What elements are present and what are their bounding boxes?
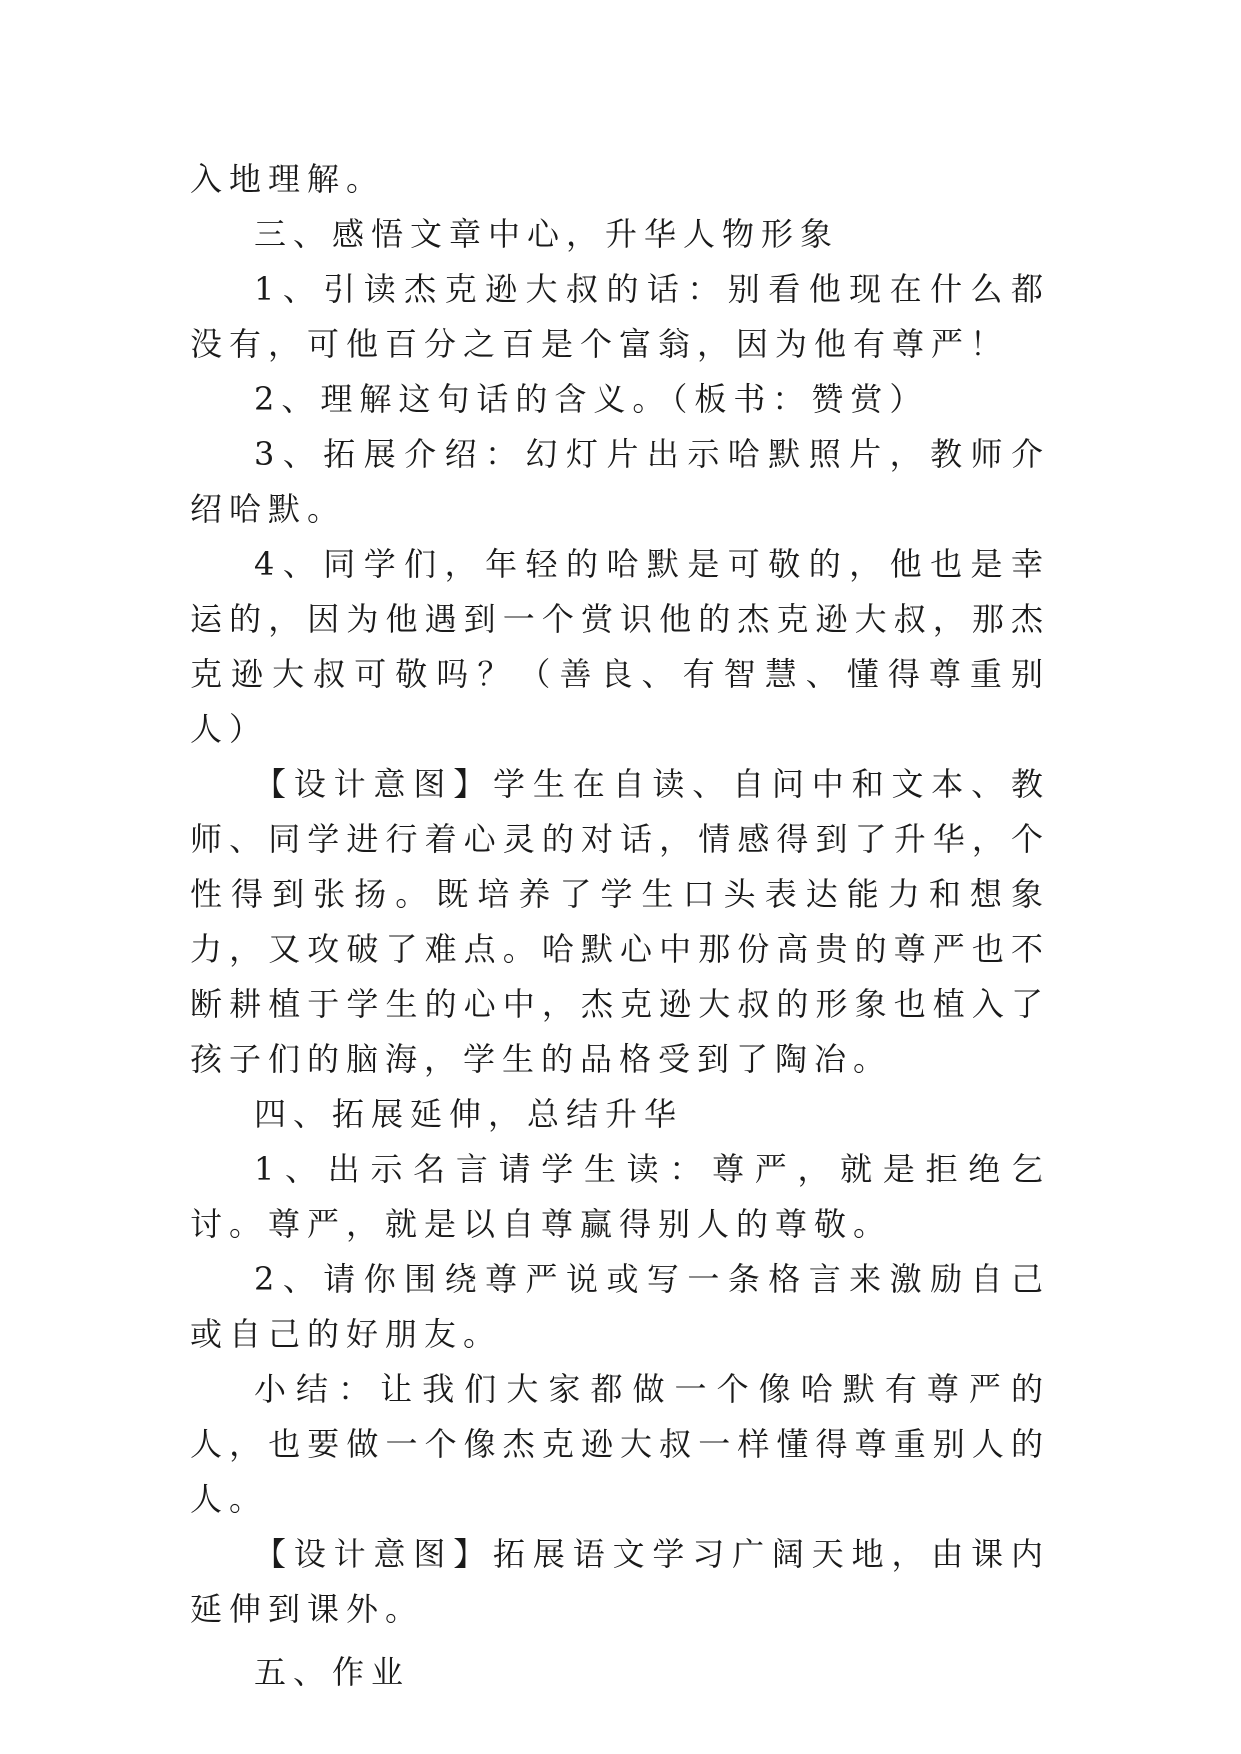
list-item-2: 2、理解这句话的含义。（板书：赞赏） (254, 380, 929, 418)
design-intent-paragraph: 【设计意图】学生在自读、自问中和文本、教师、同学进行着心灵的对话，情感得到了升华，个性得到张扬。既培养了学生口头表达能力和想象力，又攻破了难点。哈默心中那份高贵的尊严也不断耕植于学生的心中，杰克逊大叔的形象也植入了孩子们的脑海，学生的品格受到了陶冶。 (190, 765, 1050, 1078)
section-heading-3: 三、感悟文章中心，升华人物形象 (254, 215, 840, 253)
section-heading-4: 四、拓展延伸，总结升华 (254, 1095, 684, 1133)
list-item-4: 4、同学们，年轻的哈默是可敬的，他也是幸运的，因为他遇到一个赏识他的杰克逊大叔，那杰克逊大叔可敬吗？（善良、有智慧、懂得尊重别人） (190, 545, 1050, 748)
document-body (190, 152, 1050, 1700)
list-item-2b: 2、请你围绕尊严说或写一条格言来激励自己或自己的好朋友。 (190, 1260, 1050, 1353)
list-item-1: 1、引读杰克逊大叔的话：别看他现在什么都没有，可他百分之百是个富翁，因为他有尊严！ (190, 270, 1050, 363)
list-item-1b: 1、出示名言请学生读：尊严，就是拒绝乞讨。尊严，就是以自尊赢得别人的尊敬。 (190, 1150, 1050, 1243)
summary-paragraph: 小结：让我们大家都做一个像哈默有尊严的人，也要做一个像杰克逊大叔一样懂得尊重别人的人。 (190, 1370, 1050, 1518)
design-intent-paragraph-2: 【设计意图】拓展语文学习广阔天地，由课内延伸到课外。 (190, 1535, 1050, 1628)
paragraph-continuation: 入地理解。 (190, 160, 386, 198)
section-heading-5: 五、作业 (254, 1653, 411, 1691)
list-item-3: 3、拓展介绍：幻灯片出示哈默照片，教师介绍哈默。 (190, 435, 1050, 528)
